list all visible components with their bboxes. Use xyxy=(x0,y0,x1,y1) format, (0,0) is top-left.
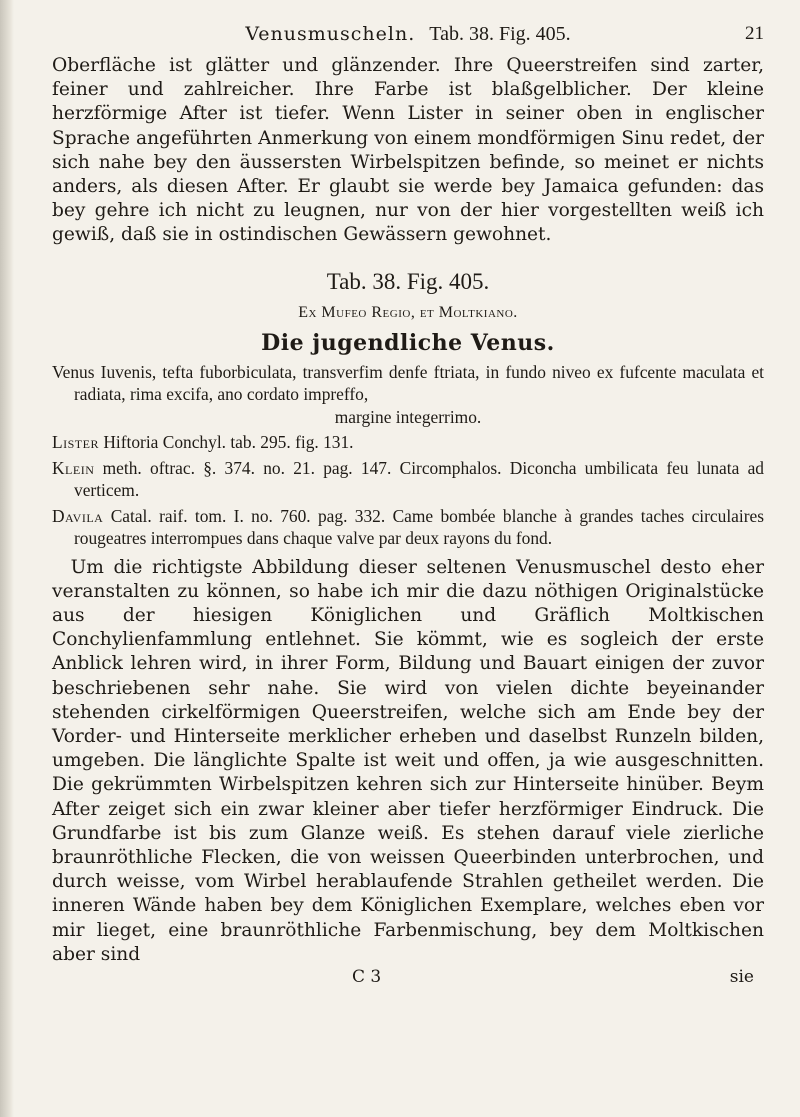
latin-description xyxy=(52,361,764,429)
plate-heading: Tab. 38. Fig. 405. xyxy=(326,268,490,294)
reference-text: meth. oftrac. §. 374. no. 21. pag. 147. Circomphalos. Diconcha umbilicata feu lunata ad verticem. xyxy=(74,457,764,501)
latin-description-main: Venus Iuvenis, tefta fuborbiculata, transverfim denfe ftriata, in fundo niveo ex fufcente maculata et radiata, rima excifa, ano cordato impreffo, xyxy=(52,361,764,405)
running-title: Venusmuscheln. xyxy=(245,23,416,45)
reference-author: Lister xyxy=(52,432,99,453)
page-number: 21 xyxy=(745,23,764,44)
museum-line: Ex Mufeo Regio, et Moltkiano. xyxy=(298,303,518,321)
latin-description-end: margine integerrimo. xyxy=(334,406,482,427)
species-title: Die jugendliche Venus. xyxy=(261,329,555,356)
main-paragraph xyxy=(52,556,764,967)
reference-davila xyxy=(52,505,764,550)
running-header xyxy=(52,14,764,54)
page-footer xyxy=(52,967,764,989)
page-binding-edge xyxy=(0,0,14,1117)
signature-mark: C 3 xyxy=(352,967,382,988)
reference-text: Hiftoria Conchyl. tab. 295. fig. 131. xyxy=(103,432,354,453)
reference-lister xyxy=(52,431,764,454)
intro-paragraph: Oberfläche ist glätter und glänzender. Ihre Queerstreifen sind zarter, feiner und zahlreicher. Ihre Farbe ist blaßgelblicher. Der kleine herzförmige After ist tiefer. Wenn Lister in seiner oben in englischer Sprache angeführten Anmerkung von einem mondförmigen Sinu redet, der sich nahe bey den äussersten Wirbelspitzen befinde, so meinet er nichts anders, als diesen After. Er glaubt sie werde bey Jamaica gefunden: das bey gehre ich nicht zu leugnen, nur von der hier vorgestellten weiß ich gewiß, daß sie in ostindischen Gewässern gewohnet. xyxy=(52,55,764,246)
reference-klein xyxy=(52,457,764,502)
main-paragraph-text: Um die richtigste Abbildung dieser seltenen Venusmuschel desto eher veranstalten zu können, so habe ich mir die dazu nöthigen Originalstücke aus der hiesigen Königlichen und Gräflich Moltkischen Conchylienfammlung entlehnet. Sie kömmt, wie es sogleich der erste Anblick lehren wird, in ihrer Form, Bildung und Bauart einigen der zuvor beschriebenen sehr nahe. Sie wird von vielen dichte beyeinander stehenden cirkelförmigen Queerstreifen, welche sich am Ende bey der Vorder- und Hinterseite merklicher erheben und daselbst Runzeln bilden, umgeben. Die länglichte Spalte ist weit und offen, ja wie ausgeschnitten. Die gekrümmten Wirbelspitzen kehren sich zur Hinterseite hinüber. Beym After zeiget sich ein zwar kleiner aber tiefer herzförmiger Eindruck. Die Grundfarbe ist bis zum Glanze weiß. Es stehen darauf viele zierliche braunröthliche Flecken, die von weissen Queerbinden unterbrochen, und durch weisse, vom Wirbel herablaufende Strahlen getheilet werden. Die inneren Wände haben bey dem Königlichen Exemplare, welches eben vor mir lieget, eine braunröthliche Farbenmischung, bey dem Moltkischen aber sind xyxy=(52,556,764,965)
plate-reference: Tab. 38. Fig. 405. xyxy=(429,23,571,45)
catchword: sie xyxy=(729,967,754,988)
reference-text: Catal. raif. tom. I. no. 760. pag. 332. Came bombée blanche à grandes taches circulaires rougeatres interrompues dans chaque valve par deux rayons du fond. xyxy=(74,505,764,549)
reference-author: Klein xyxy=(52,457,95,478)
page-content xyxy=(52,14,764,989)
reference-author: Davila xyxy=(52,505,104,526)
